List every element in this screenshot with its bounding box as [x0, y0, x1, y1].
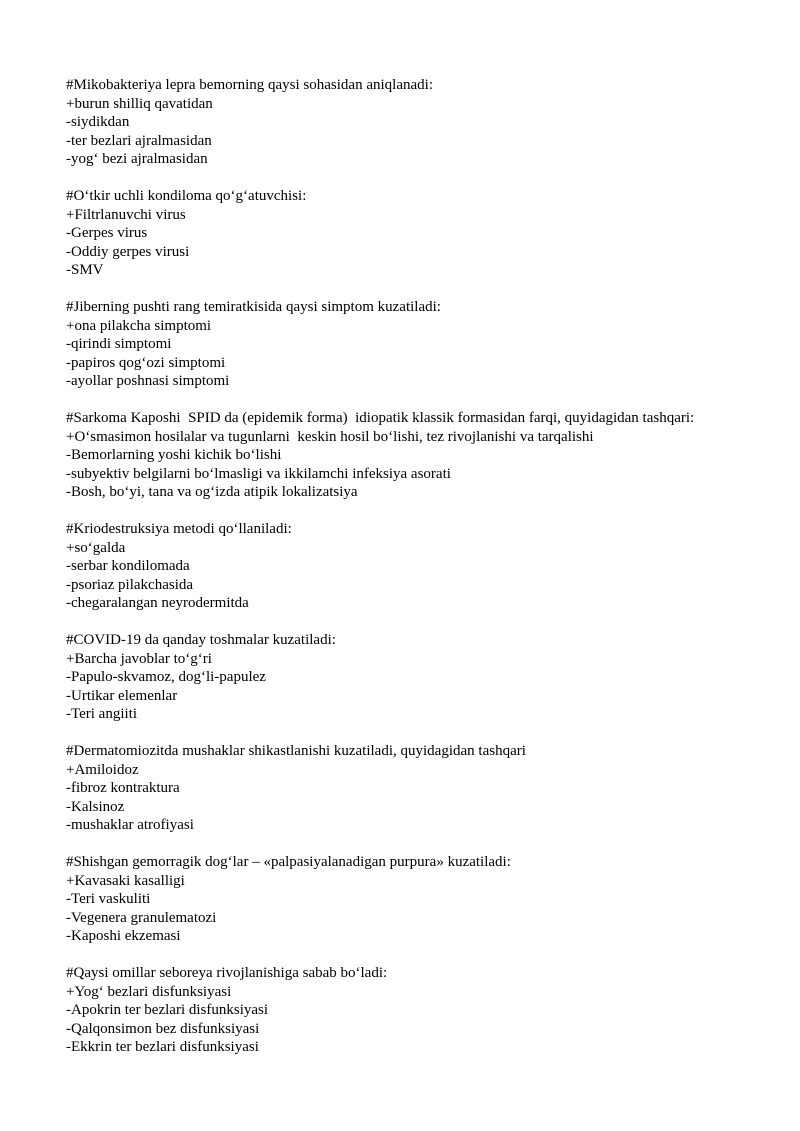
- question-block: [66, 187, 766, 280]
- answer-option: -Oddiy gerpes virusi: [66, 243, 190, 260]
- answer-option: +Yog‘ bezlari disfunksiyasi: [66, 983, 232, 1000]
- answer-option: +so‘galda: [66, 539, 126, 556]
- answer-option: -qirindi simptomi: [66, 336, 172, 352]
- document-page: [66, 76, 766, 1075]
- answer-option: -fibroz kontraktura: [66, 780, 180, 796]
- answer-option: -Kaposhi ekzemasi: [66, 928, 181, 944]
- answer-option: -yog‘ bezi ajralmasidan: [66, 151, 208, 167]
- answer-option: -ayollar poshnasi simptomi: [66, 373, 230, 389]
- answer-option: -mushaklar atrofiyasi: [66, 817, 194, 833]
- answer-option: -Ekkrin ter bezlari disfunksiyasi: [66, 1039, 259, 1055]
- answer-option: -papiros qog‘ozi simptomi: [66, 354, 226, 371]
- answer-option: -Gerpes virus: [66, 225, 148, 241]
- question-block: [66, 964, 766, 1057]
- answer-option: -subyektiv belgilarni bo‘lmasligi va ikkilamchi infeksiya asorati: [66, 465, 451, 482]
- question-text: #Shishgan gemorragik dog‘lar – «palpasiyalanadigan purpura» kuzatiladi:: [66, 854, 511, 870]
- question-block: [66, 409, 766, 502]
- answer-option: -psoriaz pilakchasida: [66, 576, 194, 593]
- answer-option: -Teri vaskuliti: [66, 891, 151, 907]
- question-text: #Sarkoma Kaposhi SPID da (epidemik forma) idiopatik klassik formasidan farqi, quyidagidan tashqari:: [66, 410, 695, 426]
- answer-option: -Urtikar elemenlar: [66, 687, 178, 704]
- answer-option: -Vegenera granulematozi: [66, 909, 217, 926]
- question-block: [66, 631, 766, 724]
- question-text: #Qaysi omillar seboreya rivojlanishiga sabab bo‘ladi:: [66, 965, 388, 981]
- answer-option: +Amiloidoz: [66, 761, 139, 778]
- question-text: #Kriodestruksiya metodi qo‘llaniladi:: [66, 521, 292, 537]
- answer-option: +O‘smasimon hosilalar va tugunlarni keskin hosil bo‘lishi, tez rivojlanishi va tarqalishi: [66, 428, 594, 445]
- answer-option: -Bosh, bo‘yi, tana va og‘izda atipik lokalizatsiya: [66, 484, 358, 500]
- answer-option: -Apokrin ter bezlari disfunksiyasi: [66, 1002, 269, 1018]
- question-text: #COVID-19 da qanday toshmalar kuzatiladi:: [66, 632, 336, 648]
- question-block: [66, 298, 766, 391]
- answer-option: -Teri angiiti: [66, 706, 138, 722]
- answer-option: -ter bezlari ajralmasidan: [66, 132, 212, 149]
- question-block: [66, 742, 766, 835]
- question-block: [66, 520, 766, 613]
- question-text: #O‘tkir uchli kondiloma qo‘g‘atuvchisi:: [66, 188, 307, 204]
- answer-option: -Kalsinoz: [66, 798, 125, 815]
- answer-option: -Papulo-skvamoz, dog‘li-papulez: [66, 669, 266, 685]
- answer-option: +Filtrlanuvchi virus: [66, 206, 186, 223]
- answer-option: +burun shilliq qavatidan: [66, 95, 213, 112]
- question-text: #Dermatomiozitda mushaklar shikastlanishi kuzatiladi, quyidagidan tashqari: [66, 743, 526, 759]
- answer-option: +Kavasaki kasalligi: [66, 872, 185, 889]
- answer-option: +Barcha javoblar to‘g‘ri: [66, 650, 212, 667]
- answer-option: -Bemorlarning yoshi kichik bo‘lishi: [66, 447, 282, 463]
- question-text: #Mikobakteriya lepra bemorning qaysi sohasidan aniqlanadi:: [66, 77, 433, 93]
- answer-option: -chegaralangan neyrodermitda: [66, 595, 249, 611]
- answer-option: -SMV: [66, 262, 104, 278]
- question-text: #Jiberning pushti rang temiratkisida qaysi simptom kuzatiladi:: [66, 299, 441, 315]
- answer-option: -siydikdan: [66, 114, 130, 130]
- answer-option: +ona pilakcha simptomi: [66, 317, 212, 334]
- answer-option: -Qalqonsimon bez disfunksiyasi: [66, 1020, 260, 1037]
- question-block: [66, 853, 766, 946]
- question-block: [66, 76, 766, 169]
- answer-option: -serbar kondilomada: [66, 558, 190, 574]
